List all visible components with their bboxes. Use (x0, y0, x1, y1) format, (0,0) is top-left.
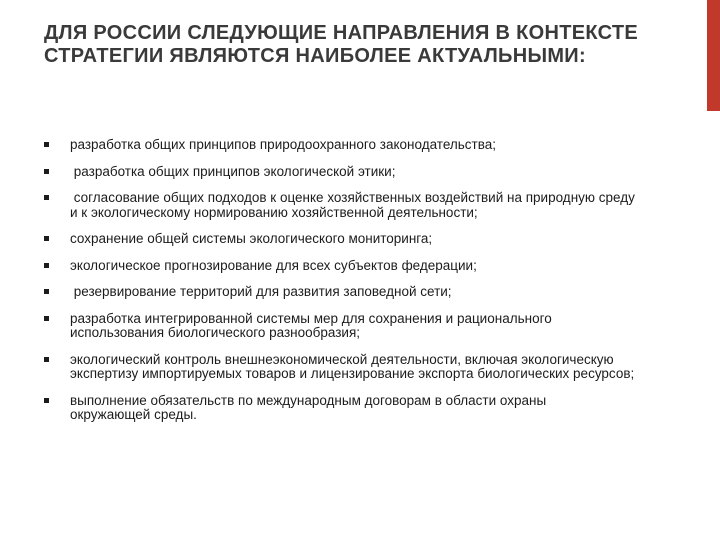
square-bullet-icon (44, 169, 49, 174)
list-item (44, 285, 684, 300)
list-item-text: резервирование территорий для развития заповедной сети; (70, 284, 452, 299)
list-item (44, 353, 684, 382)
list-item-text: выполнение обязательств по международным договорам в области охраны окружающей среды. (70, 392, 550, 422)
list-item-text: разработка общих принципов экологической этики; (70, 163, 396, 179)
list-item-text: разработка общих принципов природоохранного законодательства; (70, 137, 497, 152)
bullet-list (44, 138, 684, 423)
list-item (44, 259, 684, 274)
square-bullet-icon (44, 142, 49, 147)
square-bullet-icon (44, 236, 49, 241)
square-bullet-icon (44, 316, 49, 321)
square-bullet-icon (44, 289, 49, 294)
list-item (44, 165, 684, 180)
list-item-text: экологическое прогнозирование для всех субъектов федерации; (70, 257, 477, 273)
list-item (44, 232, 684, 247)
list-item-text: согласование общих подходов к оценке хозяйственных воздействий на природную среду и к экологическому нормированию хозяйственной деятельности; (70, 190, 639, 220)
accent-bar (707, 0, 720, 111)
square-bullet-icon (44, 357, 49, 362)
list-item-text: сохранение общей системы экологического мониторинга; (70, 231, 433, 246)
slide-title: ДЛЯ РОССИИ СЛЕДУЮЩИЕ НАПРАВЛЕНИЯ В КОНТЕКСТЕ СТРАТЕГИИ ЯВЛЯЮТСЯ НАИБОЛЕЕ АКТУАЛЬНЫМИ: (44, 22, 639, 67)
list-item (44, 138, 684, 153)
square-bullet-icon (44, 195, 49, 200)
list-item (44, 394, 684, 423)
list-item (44, 191, 684, 220)
list-item (44, 312, 684, 341)
list-item-text: разработка интегрированной системы мер для сохранения и рационального использования биологического разнообразия; (70, 310, 556, 340)
square-bullet-icon (44, 263, 49, 268)
list-item-text: экологический контроль внешнеэкономической деятельности, включая экологическую экспертизу импортируемых товаров и лицензирование экспорта биологических ресурсов; (70, 351, 635, 381)
square-bullet-icon (44, 398, 49, 403)
